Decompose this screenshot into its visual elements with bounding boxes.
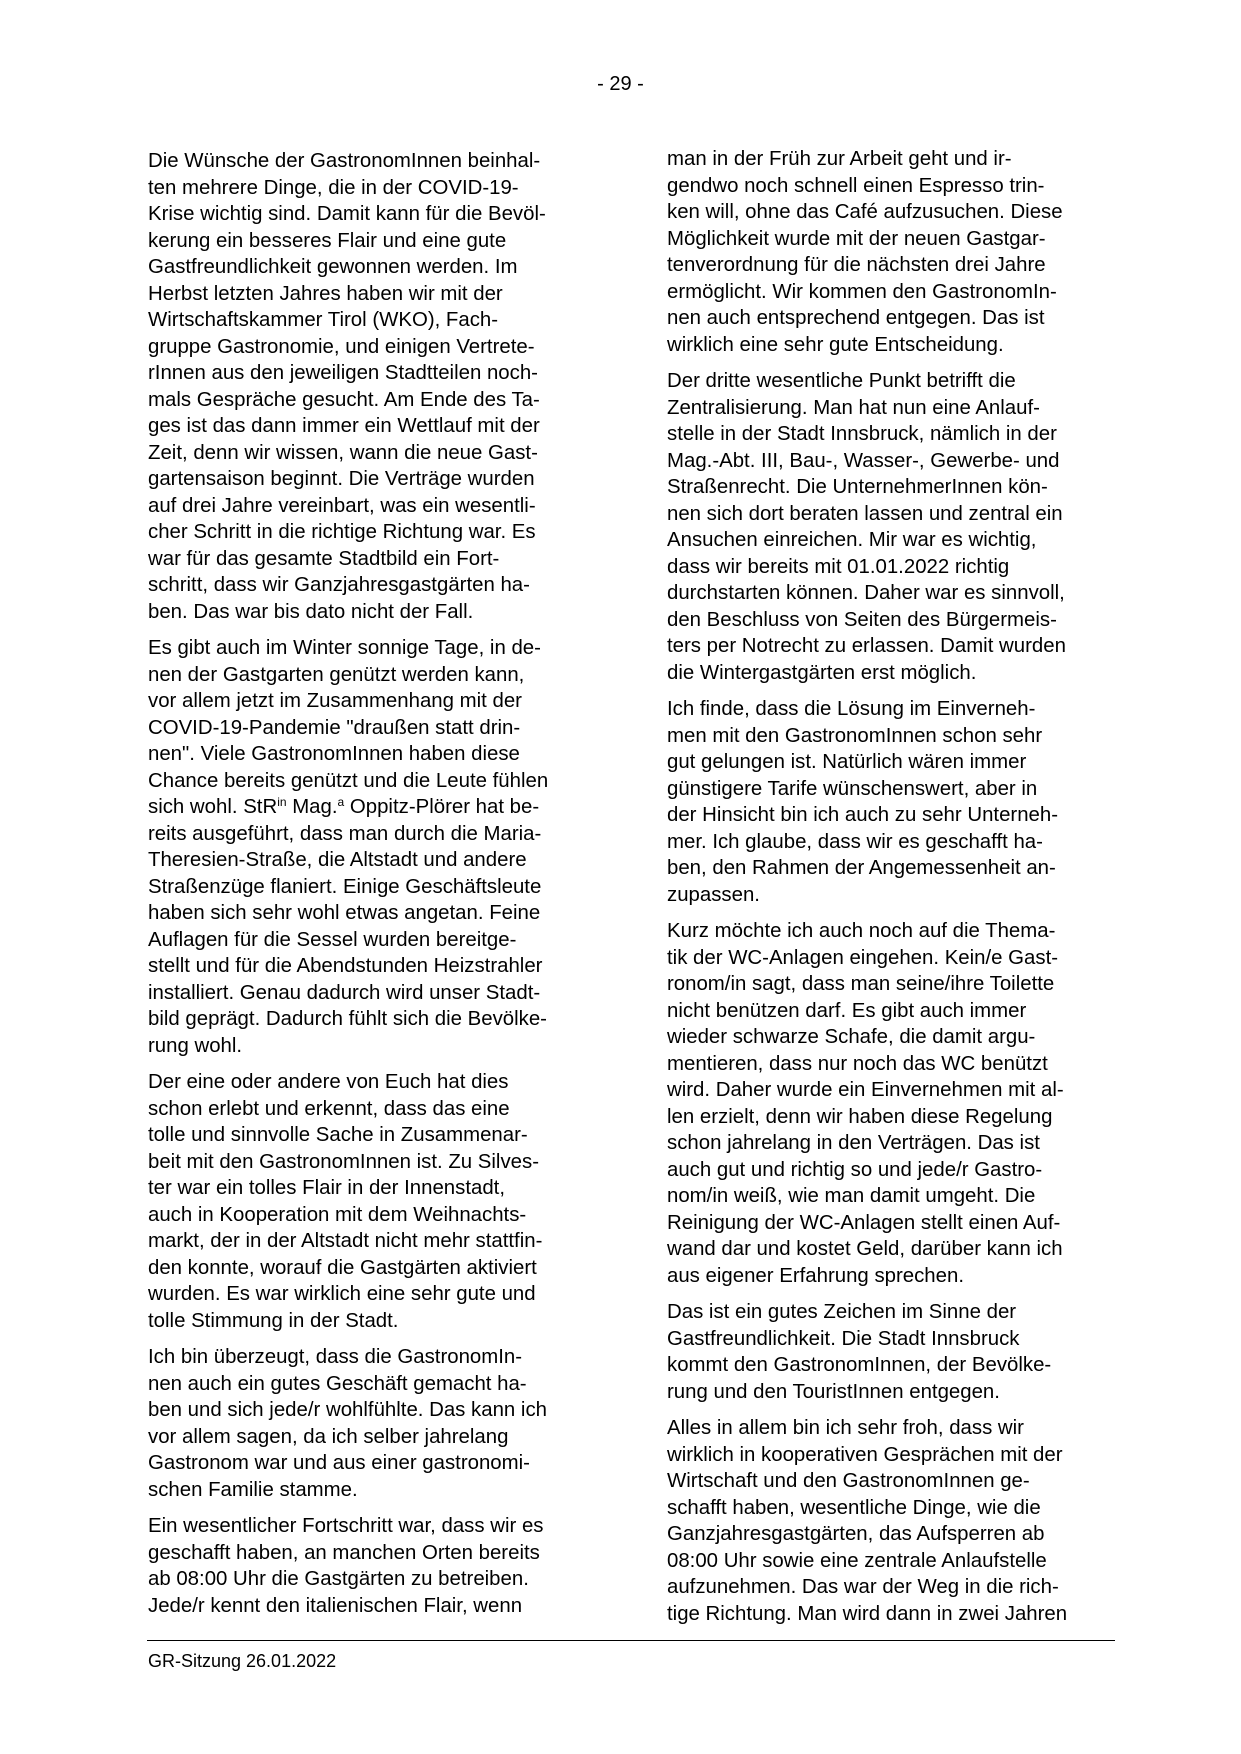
text-line: Kurz möchte ich auch noch auf die Thema-	[667, 920, 1056, 942]
text-line: auf drei Jahre vereinbart, was ein wesentli-	[148, 494, 536, 517]
text-line: markt, der in der Altstadt nicht mehr stattfin-	[148, 1230, 543, 1252]
text-line: Straßenzüge flaniert. Einige Geschäftsleute	[148, 875, 542, 898]
page-number: - 29 -	[597, 73, 644, 95]
text-line: COVID-19-Pandemie "draußen statt drin-	[148, 716, 521, 739]
text-line: Chance bereits genützt und die Leute fühlen	[148, 769, 549, 792]
text-line: rung und den TouristInnen entgegen.	[667, 1380, 1000, 1403]
text-line: ges ist das dann immer ein Wettlauf mit der	[148, 415, 540, 437]
text-line: auch in Kooperation mit dem Weihnachts-	[148, 1203, 527, 1226]
text-line: die Wintergastgärten erst möglich.	[667, 661, 977, 684]
text-line: haben sich sehr wohl etwas angetan. Feine	[148, 902, 541, 924]
text-line: Alles in allem bin ich sehr froh, dass wir	[667, 1417, 1024, 1439]
footer-divider	[147, 1640, 1115, 1641]
text-line: ten mehrere Dinge, die in der COVID-19-	[148, 176, 519, 199]
text-line: tolle und sinnvolle Sache in Zusammenar-	[148, 1124, 528, 1146]
text-line: nicht benützen darf. Es gibt auch immer	[667, 999, 1027, 1022]
text-line: Das ist ein gutes Zeichen im Sinne der	[667, 1301, 1017, 1323]
text-line: Theresien-Straße, die Altstadt und andere	[148, 849, 527, 871]
text-line: Ich finde, dass die Lösung im Einverneh-	[667, 698, 1036, 720]
text-line: schritt, dass wir Ganzjahresgastgärten ha-	[148, 574, 530, 596]
text-line: bild geprägt. Dadurch fühlt sich die Bevölke-	[148, 1008, 547, 1030]
text-line: nen sich dort beraten lassen und zentral ein	[667, 502, 1063, 525]
text-line: gruppe Gastronomie, und einigen Vertrete-	[148, 335, 535, 358]
text-line: ronom/in sagt, dass man seine/ihre Toilette	[667, 973, 1055, 995]
text-line: stellt und für die Abendstunden Heizstrahler	[148, 955, 543, 977]
paragraph	[148, 1344, 603, 1503]
text-line: schon erlebt und erkennt, dass das eine	[148, 1097, 510, 1120]
text-line: reits ausgeführt, dass man durch die Maria-	[148, 822, 542, 845]
text-line: den Beschluss von Seiten des Bürgermeis-	[667, 608, 1057, 631]
text-line: schon jahrelang in den Verträgen. Das ist	[667, 1132, 1040, 1154]
text-line: Gastronom war und aus einer gastronomi-	[148, 1452, 530, 1474]
text-line: war für das gesamte Stadtbild ein Fort-	[148, 547, 500, 570]
text-line: nen auch entsprechend entgegen. Das ist	[667, 307, 1045, 329]
text-line: wieder schwarze Schafe, die damit argu-	[667, 1026, 1036, 1048]
text-line: Mag.-Abt. III, Bau-, Wasser-, Gewerbe- und	[667, 449, 1060, 472]
text-line: nom/in weiß, wie man damit umgeht. Die	[667, 1185, 1036, 1207]
text-line: Ein wesentlicher Fortschritt war, dass wir es	[148, 1515, 544, 1537]
text-line: man in der Früh zur Arbeit geht und ir-	[667, 148, 1012, 170]
text-line: tenverordnung für die nächsten drei Jahre	[667, 254, 1046, 276]
text-line: vor allem sagen, da ich selber jahrelang	[148, 1425, 509, 1448]
text-line: ter war ein tolles Flair in der Innenstadt,	[148, 1177, 506, 1199]
text-line: Reinigung der WC-Anlagen stellt einen Auf-	[667, 1211, 1061, 1234]
text-line: rInnen aus den jeweiligen Stadtteilen noch-	[148, 362, 538, 384]
text-line: ken will, ohne das Café aufzusuchen. Diese	[667, 201, 1063, 223]
paragraph	[148, 1069, 603, 1334]
paragraph	[667, 1415, 1122, 1627]
text-line: nen auch ein gutes Geschäft gemacht ha-	[148, 1372, 527, 1395]
text-line: men mit den GastronomInnen schon sehr	[667, 724, 1043, 747]
text-line: aus eigener Erfahrung sprechen.	[667, 1264, 964, 1287]
text-line: geschafft haben, an manchen Orten bereits	[148, 1541, 540, 1564]
text-line: wand dar und kostet Geld, darüber kann ich	[667, 1238, 1063, 1260]
paragraph	[667, 368, 1122, 686]
footer-session-date: GR-Sitzung 26.01.2022	[148, 1651, 337, 1671]
text-line: Zeit, denn wir wissen, wann die neue Gast-	[148, 441, 538, 464]
text-line: Ansuchen einreichen. Mir war es wichtig,	[667, 529, 1037, 551]
text-line: Straßenrecht. Die UnternehmerInnen kön-	[667, 476, 1048, 498]
text-line: den konnte, worauf die Gastgärten aktiviert	[148, 1256, 537, 1279]
text-line: nen der Gastgarten genützt werden kann,	[148, 663, 525, 686]
text-line: ermöglicht. Wir kommen den GastronomIn-	[667, 280, 1057, 303]
paragraph	[148, 1513, 603, 1619]
text-line: beit mit den GastronomInnen ist. Zu Silves-	[148, 1150, 539, 1173]
text-line: Herbst letzten Jahres haben wir mit der	[148, 282, 503, 305]
text-line: durchstarten können. Daher war es sinnvoll,	[667, 582, 1065, 604]
text-line: len erzielt, denn wir haben diese Regelung	[667, 1105, 1053, 1128]
text-line: schafft haben, wesentliche Dinge, wie die	[667, 1496, 1041, 1519]
text-line: zupassen.	[667, 883, 760, 906]
text-line: Die Wünsche der GastronomInnen beinhal-	[148, 150, 541, 172]
text-line: günstigere Tarife wünschenswert, aber in	[667, 777, 1038, 800]
text-line: tik der WC-Anlagen eingehen. Kein/e Gast-	[667, 946, 1059, 969]
text-line: gut gelungen ist. Natürlich wären immer	[667, 751, 1027, 773]
text-line: aufzunehmen. Das war der Weg in die rich-	[667, 1576, 1059, 1598]
text-line: kerung ein besseres Flair und eine gute	[148, 229, 507, 252]
text-line: Krise wichtig sind. Damit kann für die Bevöl-	[148, 203, 546, 225]
text-line: Zentralisierung. Man hat nun eine Anlauf-	[667, 396, 1040, 419]
text-line: Wirtschaft und den GastronomInnen ge-	[667, 1470, 1030, 1492]
text-line: ters per Notrecht zu erlassen. Damit wurden	[667, 635, 1066, 657]
text-line: auch gut und richtig so und jede/r Gastro-	[667, 1158, 1043, 1181]
paragraph	[148, 635, 603, 1059]
text-line: ben, den Rahmen der Angemessenheit an-	[667, 857, 1056, 879]
text-line: installiert. Genau dadurch wird unser Stadt-	[148, 981, 541, 1004]
paragraph	[148, 148, 603, 625]
text-line: schen Familie stamme.	[148, 1478, 358, 1501]
text-line: tolle Stimmung in der Stadt.	[148, 1309, 399, 1332]
left-column	[148, 148, 603, 1629]
paragraph	[667, 918, 1122, 1289]
text-line: ben und sich jede/r wohlfühlte. Das kann ich	[148, 1399, 547, 1421]
text-line: sich wohl. StR$^{in}$ Mag.$^a$ Oppitz-Plörer hat be-	[148, 795, 540, 818]
text-line: Gastfreundlichkeit. Die Stadt Innsbruck	[667, 1327, 1020, 1350]
text-line: kommt den GastronomInnen, der Bevölke-	[667, 1354, 1052, 1376]
text-line: Ich bin überzeugt, dass die GastronomIn-	[148, 1346, 523, 1368]
text-line: Möglichkeit wurde mit der neuen Gastgar-	[667, 227, 1046, 250]
text-line: Wirtschaftskammer Tirol (WKO), Fach-	[148, 309, 499, 331]
text-line: stelle in der Stadt Innsbruck, nämlich in der	[667, 423, 1057, 445]
text-line: mer. Ich glaube, dass wir es geschafft ha-	[667, 830, 1043, 853]
paragraph	[667, 146, 1122, 358]
text-line: Jede/r kennt den italienischen Flair, wenn	[148, 1594, 523, 1617]
text-line: Der dritte wesentliche Punkt betrifft die	[667, 370, 1016, 392]
text-line: Gastfreundlichkeit gewonnen werden. Im	[148, 256, 518, 278]
text-line: vor allem jetzt im Zusammenhang mit der	[148, 690, 522, 712]
text-line: wird. Daher wurde ein Einvernehmen mit al-	[667, 1079, 1064, 1101]
text-line: Es gibt auch im Winter sonnige Tage, in de-	[148, 637, 541, 659]
text-line: rung wohl.	[148, 1034, 243, 1057]
paragraph	[667, 696, 1122, 908]
text-line: mals Gespräche gesucht. Am Ende des Ta-	[148, 388, 540, 411]
text-line: mentieren, dass nur noch das WC benützt	[667, 1052, 1048, 1075]
right-column	[667, 146, 1122, 1637]
text-line: Der eine oder andere von Euch hat dies	[148, 1071, 509, 1093]
text-line: ben. Das war bis dato nicht der Fall.	[148, 600, 474, 623]
text-line: Ganzjahresgastgärten, das Aufsperren ab	[667, 1523, 1045, 1545]
text-line: dass wir bereits mit 01.01.2022 richtig	[667, 555, 1010, 578]
text-line: cher Schritt in die richtige Richtung war. Es	[148, 521, 536, 543]
text-line: Auflagen für die Sessel wurden bereitge-	[148, 928, 517, 951]
text-line: wirklich eine sehr gute Entscheidung.	[667, 333, 1004, 356]
text-line: ab 08:00 Uhr die Gastgärten zu betreiben.	[148, 1568, 529, 1590]
text-line: tige Richtung. Man wird dann in zwei Jahren	[667, 1602, 1068, 1625]
text-line: nen". Viele GastronomInnen haben diese	[148, 743, 520, 765]
text-line: gartensaison beginnt. Die Verträge wurden	[148, 468, 535, 490]
paragraph	[667, 1299, 1122, 1405]
text-line: der Hinsicht bin ich auch zu sehr Unterneh-	[667, 804, 1059, 826]
text-line: gendwo noch schnell einen Espresso trin-	[667, 174, 1045, 197]
text-line: wirklich in kooperativen Gesprächen mit der	[667, 1443, 1063, 1466]
text-line: wurden. Es war wirklich eine sehr gute und	[148, 1283, 536, 1305]
text-line: 08:00 Uhr sowie eine zentrale Anlaufstelle	[667, 1549, 1047, 1572]
